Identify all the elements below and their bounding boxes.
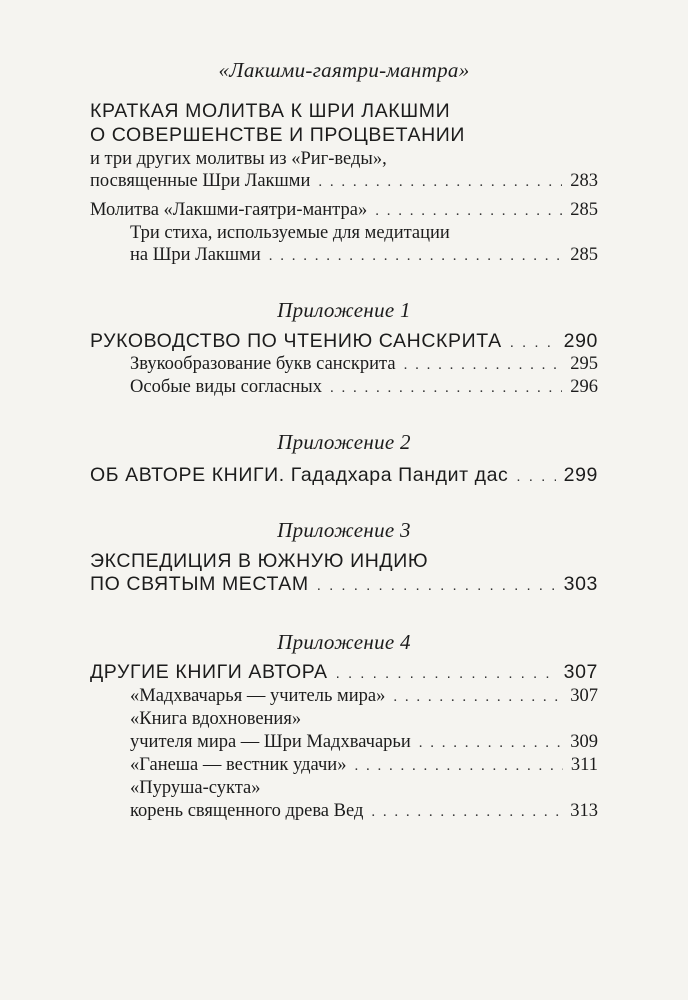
toc-entry: [130, 778, 598, 799]
toc-entry: [130, 245, 598, 266]
toc-entry-text: посвященные Шри Лакшми: [90, 171, 311, 191]
toc-entry-text: ПО СВЯТЫМ МЕСТАМ: [90, 573, 309, 595]
leader-dots: [419, 735, 562, 752]
leader-dots: [404, 357, 563, 374]
toc-page-number: 290: [563, 330, 598, 352]
toc-page-number: 311: [570, 755, 598, 775]
leader-dots: [317, 577, 556, 594]
toc-entry: [90, 661, 598, 684]
toc-entry-text: ЭКСПЕДИЦИЯ В ЮЖНУЮ ИНДИЮ: [90, 550, 429, 572]
toc-page-number: 303: [563, 573, 598, 595]
leader-dots: [330, 380, 562, 397]
section-title: «Лакшми-гаятри-мантра»: [218, 58, 470, 82]
toc-entry: [130, 223, 598, 244]
leader-dots: [318, 174, 562, 191]
toc-entry-text: КРАТКАЯ МОЛИТВА К ШРИ ЛАКШМИ: [90, 100, 451, 122]
toc-page-number: 307: [570, 686, 598, 706]
toc-page-number: 285: [570, 200, 598, 220]
toc-entry: [130, 354, 598, 375]
toc-entry-text: на Шри Лакшми: [130, 245, 261, 265]
toc-page-number: 285: [570, 245, 598, 265]
toc-page-number: 313: [570, 801, 598, 821]
toc-page-number: 309: [570, 732, 598, 752]
toc-page-number: 299: [563, 464, 598, 486]
leader-dots: [393, 689, 562, 706]
toc-page-number: 295: [570, 354, 598, 374]
toc-entry-text: РУКОВОДСТВО ПО ЧТЕНИЮ САНСКРИТА: [90, 330, 502, 352]
toc-entry-text: ОБ АВТОРЕ КНИГИ. Гададхара Пандит дас: [90, 464, 509, 486]
toc-entry: [90, 550, 598, 573]
toc-entry-text: «Книга вдохновения»: [130, 709, 302, 729]
toc-entry: [130, 801, 598, 822]
toc-page-number: 296: [570, 377, 598, 397]
leader-dots: [354, 758, 562, 775]
toc-entry-text: «Ганеша — вестник удачи»: [130, 755, 347, 775]
section-title: Приложение 4: [277, 630, 411, 654]
leader-dots: [371, 804, 562, 821]
leader-dots: [510, 334, 556, 351]
toc-entry-text: Молитва «Лакшми-гаятри-мантра»: [90, 200, 368, 220]
section-title: Приложение 2: [277, 430, 411, 454]
toc-entry: [90, 200, 598, 221]
toc-entry-text: «Пуруша-сукта»: [130, 778, 261, 798]
toc-page-number: 307: [563, 661, 598, 683]
leader-dots: [516, 468, 555, 485]
toc-entry: [130, 377, 598, 398]
section-title: Приложение 1: [277, 298, 411, 322]
toc-entry-text: учителя мира — Шри Мадхвачарьи: [130, 732, 411, 752]
toc-entry: [90, 149, 598, 170]
toc-entry: [90, 573, 598, 596]
toc-entry-text: Особые виды согласных: [130, 377, 322, 397]
toc-page-number: 283: [570, 171, 598, 191]
toc-entry: [130, 732, 598, 753]
toc-entry-text: О СОВЕРШЕНСТВЕ И ПРОЦВЕТАНИИ: [90, 124, 465, 146]
leader-dots: [269, 248, 562, 265]
toc-entry: [90, 171, 598, 192]
toc-entry-text: «Мадхвачарья — учитель мира»: [130, 686, 386, 706]
toc-entry: [90, 100, 598, 123]
toc-entry: [130, 686, 598, 707]
toc-entry: [90, 124, 598, 147]
toc-entry: [90, 330, 598, 353]
toc-entry-text: корень священного древа Вед: [130, 801, 364, 821]
toc-entry-text: Звукообразование букв санскрита: [130, 354, 396, 374]
toc-entry-text: и три других молитвы из «Риг-веды»,: [90, 149, 387, 169]
leader-dots: [336, 665, 556, 682]
toc-entry-text: ДРУГИЕ КНИГИ АВТОРА: [90, 661, 328, 683]
leader-dots: [375, 203, 562, 220]
toc-entry: [130, 755, 598, 776]
toc-entry-text: Три стиха, используемые для медитации: [130, 223, 450, 243]
toc-entry: [90, 464, 598, 487]
toc-entry: [130, 709, 598, 730]
section-title: Приложение 3: [277, 518, 411, 542]
